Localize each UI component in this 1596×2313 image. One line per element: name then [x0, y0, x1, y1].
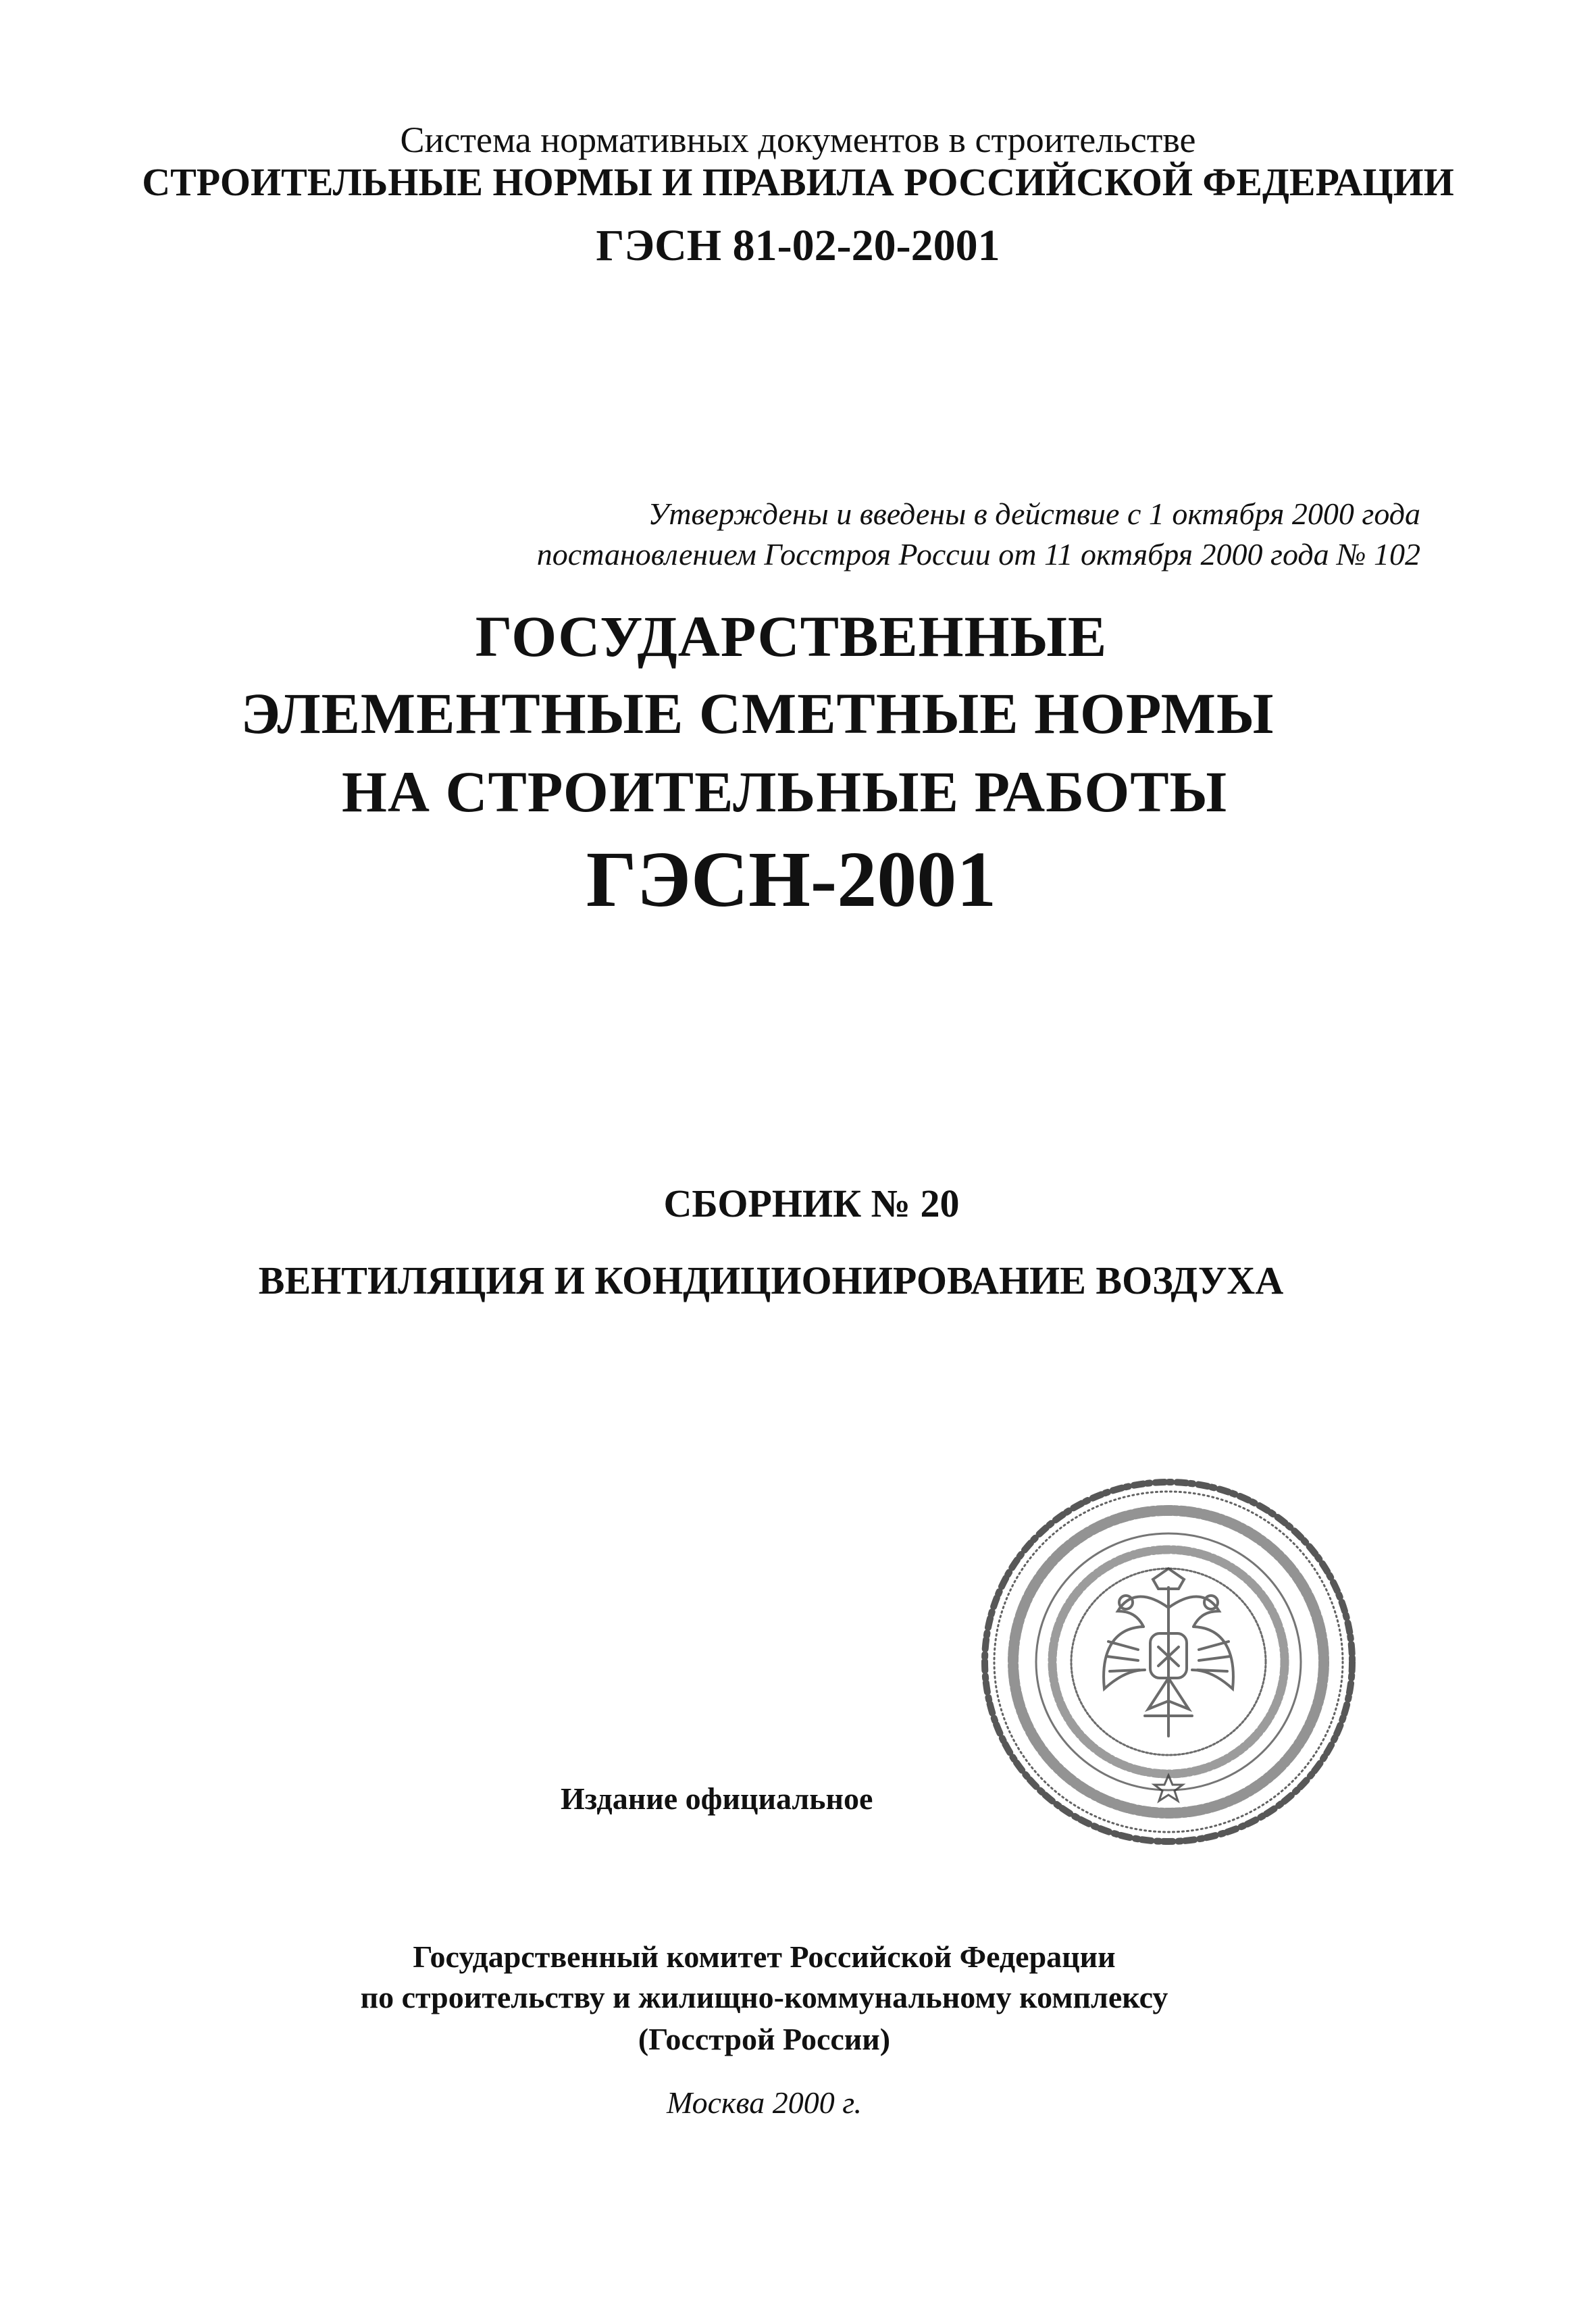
edition-label: Издание официальное — [561, 1781, 873, 1816]
main-title-line-3: НА СТРОИТЕЛЬНЫЕ РАБОТЫ — [341, 759, 1228, 824]
collection-name: ВЕНТИЛЯЦИЯ И КОНДИЦИОНИРОВАНИЕ ВОЗДУХА — [258, 1259, 1284, 1302]
norms-title: СТРОИТЕЛЬНЫЕ НОРМЫ И ПРАВИЛА РОССИЙСКОЙ ФЕДЕРАЦИИ — [142, 160, 1454, 204]
publication-city-year: Москва 2000 г. — [666, 2085, 863, 2120]
publisher-line-3: (Госстрой России) — [638, 2022, 891, 2056]
approval-line-2: постановлением Госстроя России от 11 октября 2000 года № 102 — [536, 537, 1420, 571]
system-title: Система нормативных документов в строительстве — [400, 120, 1196, 160]
main-title-code: ГЭСН-2001 — [586, 835, 997, 923]
main-title-line-2: ЭЛЕМЕНТНЫЕ СМЕТНЫЕ НОРМЫ — [240, 681, 1275, 746]
publisher-line-2: по строительству и жилищно-коммунальному комплексу — [360, 1980, 1168, 2014]
official-seal-stamp — [976, 1473, 1361, 1851]
publisher-line-1: Государственный комитет Российской Федерации — [413, 1939, 1116, 1974]
collection-number: СБОРНИК № 20 — [663, 1181, 960, 1225]
main-title-line-1: ГОСУДАРСТВЕННЫЕ — [475, 604, 1108, 669]
approval-line-1: Утверждены и введены в действие с 1 октября 2000 года — [648, 497, 1420, 531]
document-code: ГЭСН 81-02-20-2001 — [596, 221, 1000, 270]
